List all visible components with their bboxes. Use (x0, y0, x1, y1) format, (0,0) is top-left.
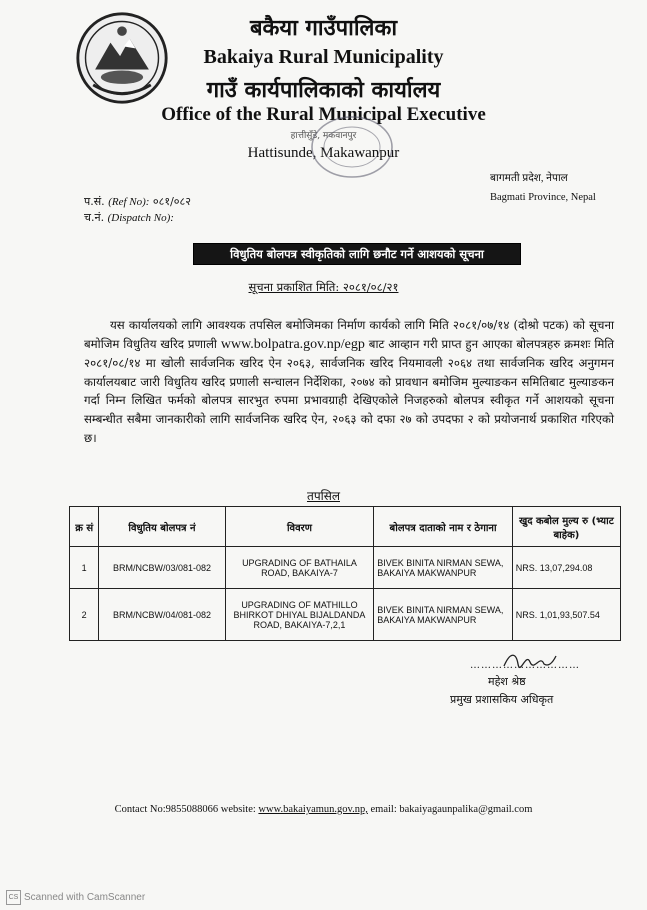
office-name-en: Office of the Rural Municipal Executive (161, 104, 486, 125)
email-address: bakaiyagaunpalika@gmail.com (399, 804, 533, 815)
signer-title: प्रमुख प्रशासकिय अधिकृत (450, 693, 554, 706)
bolpatra-url: www.bolpatra.gov.np/egp (220, 336, 365, 352)
signer-name: महेश श्रेष्ठ (488, 675, 526, 688)
website-link[interactable]: www.bakaiyamun.gov.np, (258, 804, 368, 815)
cell-bid-no: BRM/NCBW/04/081-082 (99, 589, 225, 641)
col-header-amount: खुद कबोल मुल्य रु (भ्याट बाहेक) (512, 507, 620, 547)
table-caption: तपसिल (306, 489, 340, 503)
municipality-name-en: Bakaiya Rural Municipality (203, 46, 444, 68)
camscanner-icon: CS (6, 890, 21, 905)
scanner-text: Scanned with CamScanner (24, 892, 146, 904)
ref-value: ०८१/०८२ (152, 195, 191, 208)
table-header-row (70, 507, 621, 547)
notice-body-part2: बाट आव्हान गरी प्राप्त हुन आएका बोलपत्रहरु क्रमशः मिति २०८१/०८/१४ मा खोली सार्वजनिक खरिद ऐन २०६३, सार्वजनिक खरिद नियमावली २०६४ तथा सार्वजनिक खरिद अनुगमन कार्यालयबाट जारी विधुतिय खरिद प्रणाली सन्चालन निर्देशिका, २०७४ को प्रावधान बमोजिम मुल्याङकन समितिबाट मुल्याङकन गर्दा निम्न लिखित फर्मको बोलपत्र सारभुत रुपमा प्रभावग्राही देखिएकोले निजहरुको बोलपत्र स्वीकृत गर्ने आशयको सूचना सम्बन्धीत सबैमा जानकारीको लागि सार्वजनिक खरिद ऐन, २०६३ को दफा २७ को उपदफा २ को प्रयोजनार्थ प्रकाशित गरिएको छ। (84, 336, 615, 445)
dispatch-label-np: च.नं. (84, 211, 105, 224)
cell-sn: 2 (70, 589, 99, 641)
scanner-watermark (6, 890, 145, 905)
email-label: email: (370, 804, 397, 815)
table-row (70, 547, 621, 589)
address-en: Hattisunde, Makawanpur (247, 145, 400, 161)
published-date: सूचना प्रकाशित मिति: २०८१/०८/२१ (248, 280, 399, 294)
table-row (70, 589, 621, 641)
dispatch-label-en: (Dispatch No): (107, 212, 174, 224)
cell-description: UPGRADING OF MATHILLO BHIRKOT DHIYAL BIJALDANDA ROAD, BAKAIYA-7,2,1 (225, 589, 374, 641)
cell-amount: NRS. 1,01,93,507.54 (512, 589, 620, 641)
cell-description: UPGRADING OF BATHAILA ROAD, BAKAIYA-7 (225, 547, 374, 589)
province-en: Bagmati Province, Nepal (490, 192, 596, 203)
cell-bidder: BIVEK BINITA NIRMAN SEWA, BAKAIYA MAKWANPUR (374, 547, 513, 589)
handwritten-signature (500, 648, 560, 672)
ref-label-np: प.सं. (84, 195, 105, 208)
notice-body (84, 316, 614, 447)
bid-table (69, 506, 621, 641)
col-header-bid-no: विधुतिय बोलपत्र नं (99, 507, 225, 547)
cell-bidder: BIVEK BINITA NIRMAN SEWA, BAKAIYA MAKWANPUR (374, 589, 513, 641)
col-header-bidder: बोलपत्र दाताको नाम र ठेगाना (374, 507, 513, 547)
notice-title: विधुतिय बोलपत्र स्वीकृतिको लागि छनौट गर्ने आशयको सूचना (193, 243, 521, 265)
ref-no (84, 194, 191, 209)
cell-sn: 1 (70, 547, 99, 589)
dispatch-no (84, 210, 174, 225)
contact-number: Contact No:9855088066 (114, 804, 219, 815)
footer-contact (0, 804, 647, 815)
cell-bid-no: BRM/NCBW/03/081-082 (99, 547, 225, 589)
province-np: बागमती प्रदेश, नेपाल (490, 173, 568, 184)
office-stamp-seal (306, 112, 398, 182)
cell-amount: NRS. 13,07,294.08 (512, 547, 620, 589)
address-np: हात्तीसुँडे, मकवानपुर (290, 131, 357, 141)
municipality-name-np: बकैया गाउँपालिका (249, 15, 398, 41)
website-label: website: (220, 804, 256, 815)
notice-body-part1: यस कार्यालयको लागि आवश्यक तपसिल बमोजिमका निर्माण कार्यको लागि मिति २०८१/०७/१४ (दोश्रो पटक) को सूचना बमोजिम विधुतिय खरिद प्रणाली (84, 318, 614, 351)
col-header-description: विवरण (225, 507, 374, 547)
office-name-np: गाउँ कार्यपालिकाको कार्यालय (206, 77, 441, 103)
col-header-sn: क्र सं (70, 507, 99, 547)
ref-label-en: (Ref No): (108, 196, 150, 208)
signature-line: ………………………… (470, 660, 580, 671)
